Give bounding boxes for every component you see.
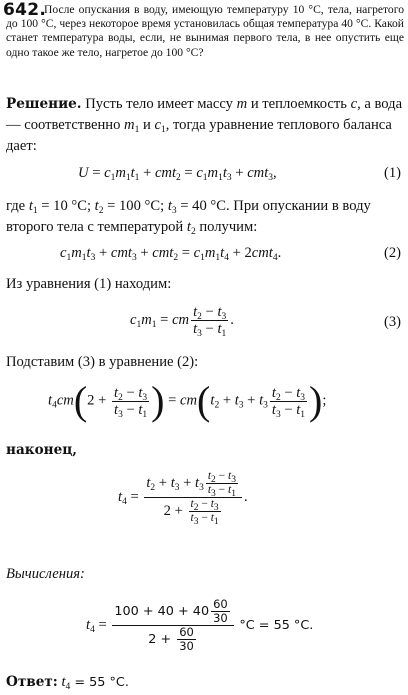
problem-number: 642. — [3, 0, 47, 20]
equation-2-number: (2) — [384, 245, 402, 261]
solution-intro: Решение. Пусть тело имеет массу m и теплоемкость c, а вода — соответственно $m_1$ и $c_1$, тогда уравнение теплового баланса дает: — [6, 96, 403, 154]
equation-1: $U = c_1m_1t_1 + cmt_2 = c_1m_1t_3 + cmt_3$, — [78, 165, 277, 183]
equation-5: $t_4$ = $t_2 + t_3 + t_3$ $\frac{t_2 - t_3}{t_3 - t_1}$ 2 + $\frac{t_2 - t_3}{t_3 - t_1}$ . — [118, 470, 248, 527]
equation-3: $c_1m_1$ = cm $\frac{t_2 - t_3}{t_3 - t_1}$ . — [130, 304, 234, 339]
equation-1-number: (1) — [384, 165, 402, 181]
equation-2: $c_1m_1t_3 + cmt_3 + cmt_2 = c_1m_1t_4 + 2cmt_4$. — [60, 245, 282, 263]
answer: Ответ: $t_4 = 55$ °С. — [6, 674, 129, 692]
solution-label: Решение. — [6, 96, 82, 112]
equation-3-number: (3) — [384, 314, 402, 330]
calculation: $t_4$ = 100 + 40 + 40 $\frac{60}{30}$ 2 + $\frac{60}{30}$ °С = 55 °С. — [86, 597, 314, 653]
problem-statement: После опускания в воду, имеющую температуру 10 °С, тела, нагретого до 100 °С, через некоторое время установилась общая температура 40 °С. Какой станет температура воды, если, не вынимая первого тела, в нее опустить еще одно такое же тело, нагретое до 100 °С? — [6, 3, 404, 59]
calc-label: Вычисления: — [6, 566, 85, 582]
substitute-text: Подставим (3) в уравнение (2): — [6, 354, 199, 370]
given-values: где $t_1 = 10$ °С; $t_2 = 100$ °С; $t_3 = 40$ °С. При опускании в воду второго тела с температурой $t_2$ получим: — [6, 198, 371, 237]
from-eq1-text: Из уравнения (1) находим: — [6, 276, 172, 292]
equation-4: $t_4cm(2$ + $\frac{t_2 - t_3}{t_3 - t_1}$ ) = $cm(t_2 + t_3 + t_3$ $\frac{t_2 - t_3}{t_3 - t_1}$ ); — [48, 378, 327, 423]
finally-text: наконец, — [6, 442, 78, 458]
